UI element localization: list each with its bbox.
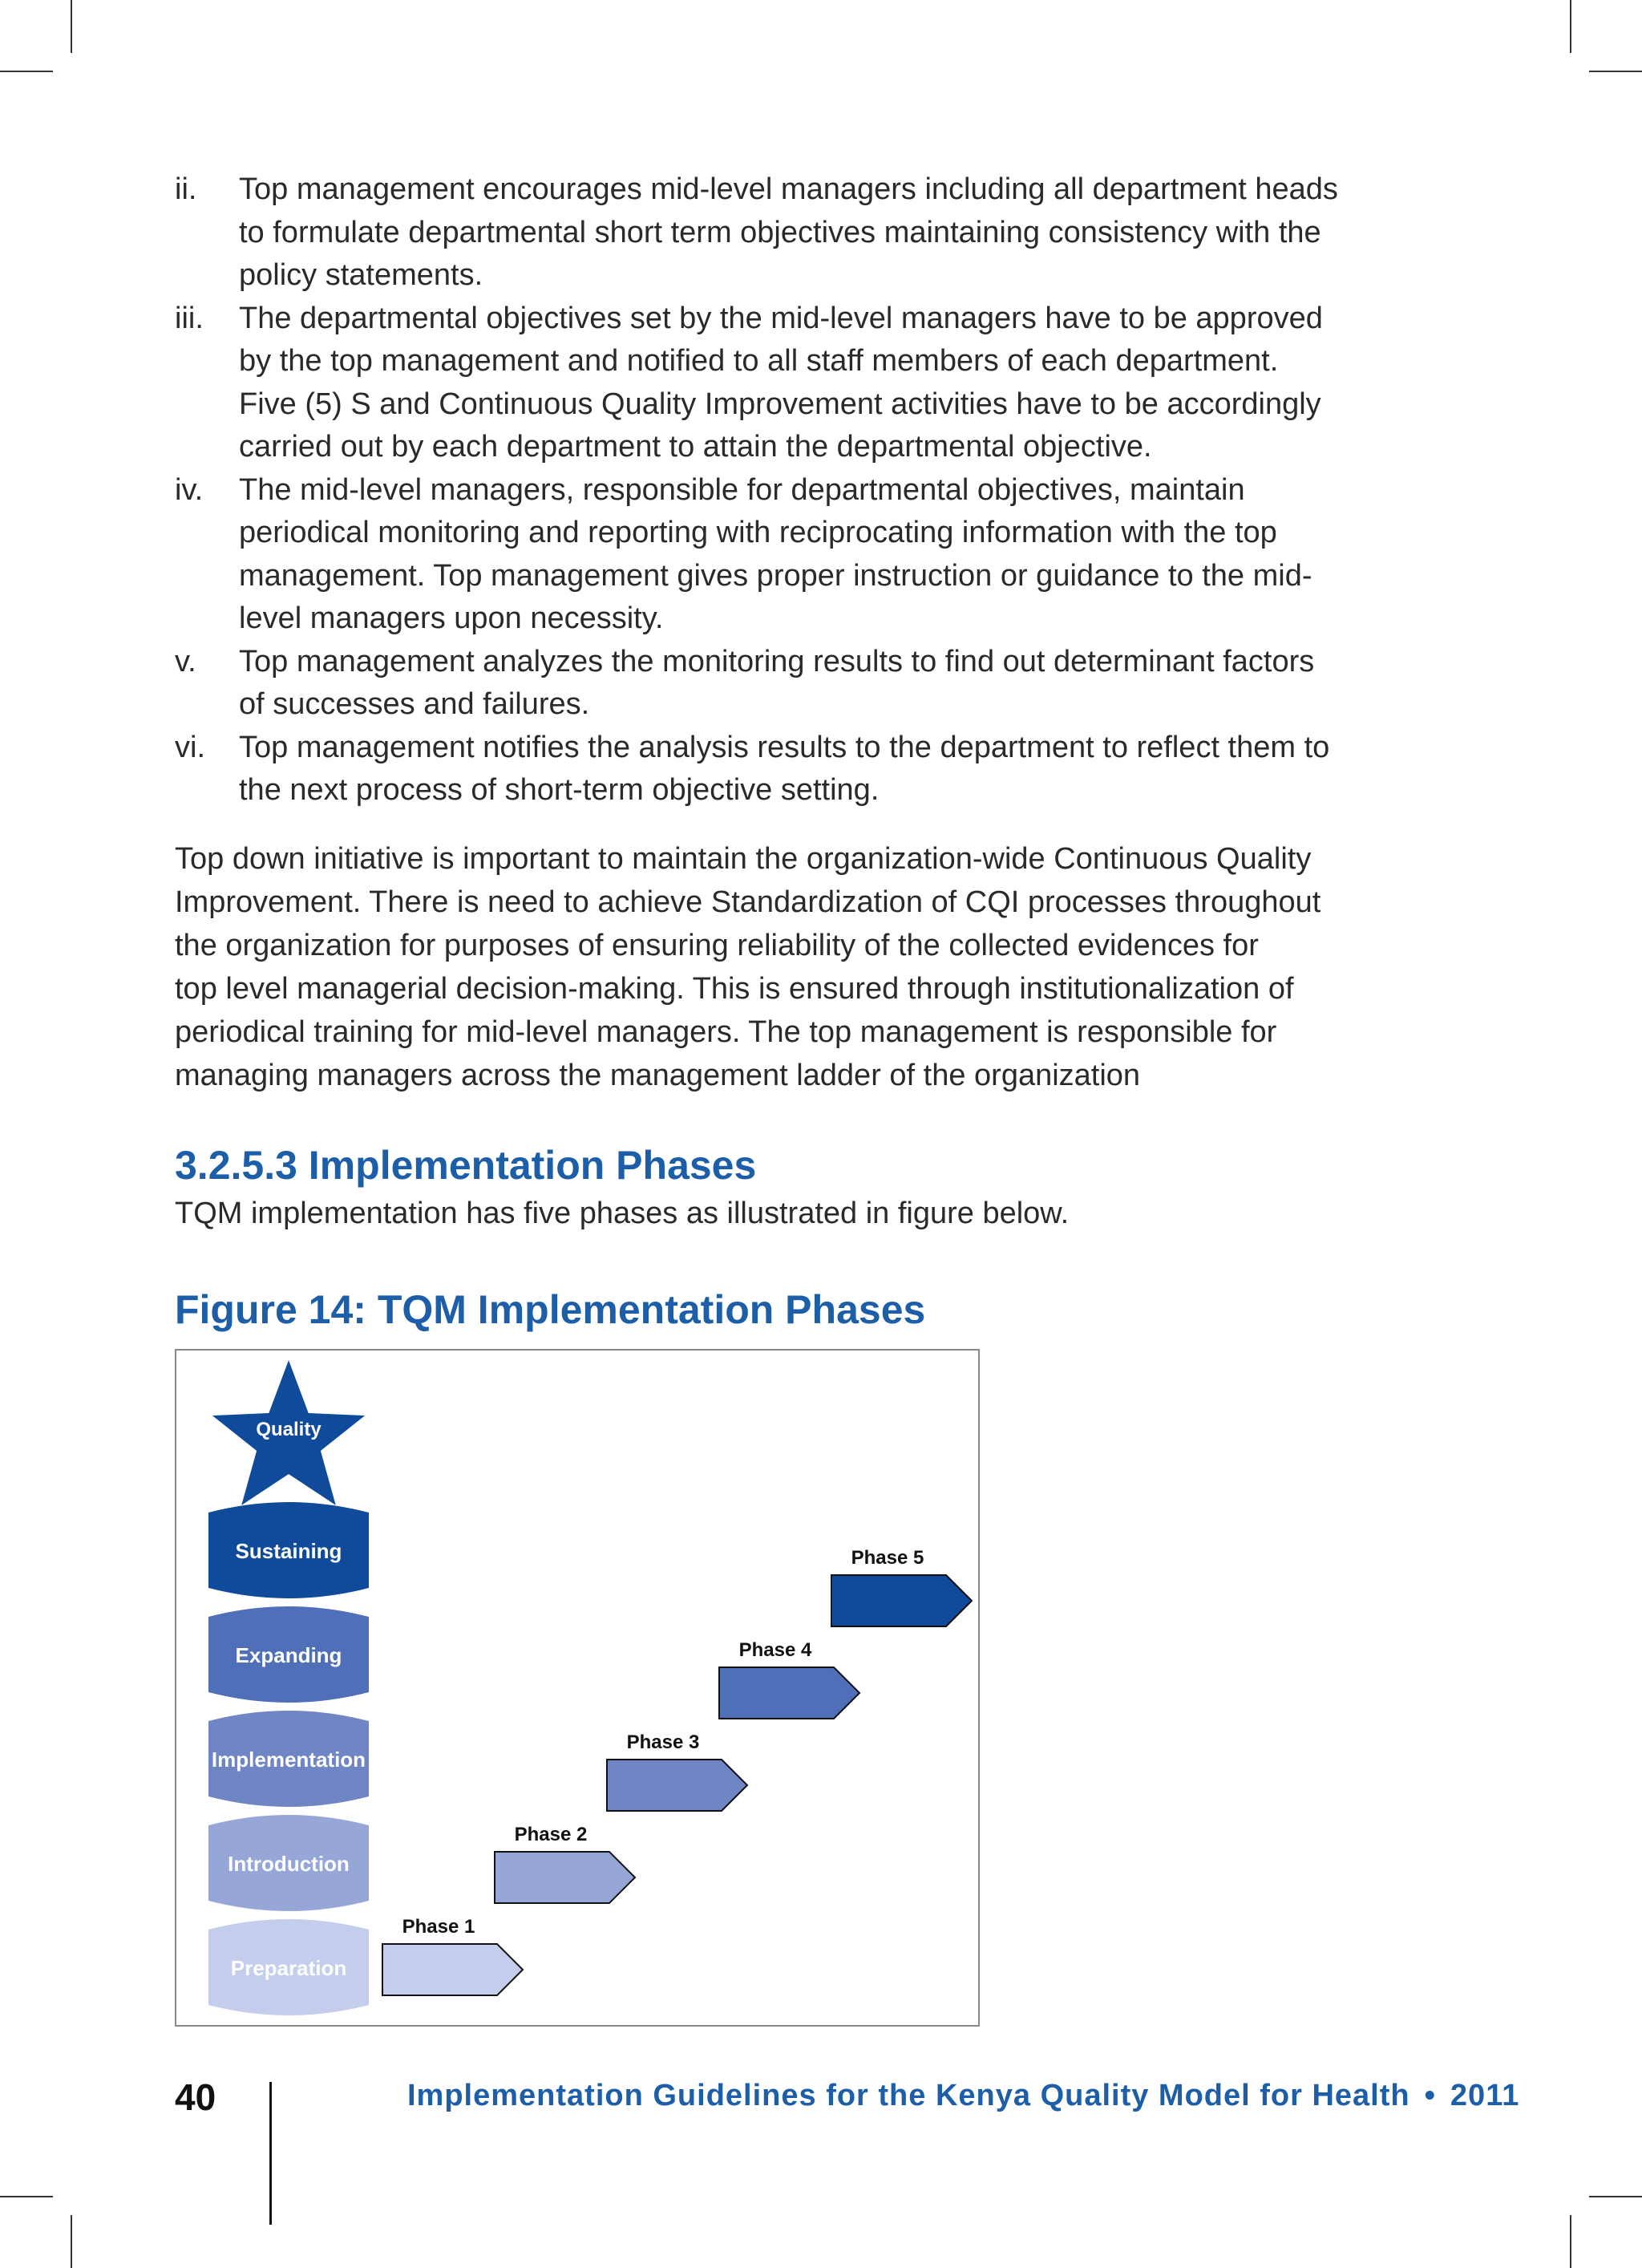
list-number: vi.	[175, 730, 205, 764]
list-line: Five (5) S and Continuous Quality Improvement activities have to be accordingly	[239, 387, 1321, 421]
stack-label: Sustaining	[235, 1539, 342, 1563]
paragraph-line: the organization for purposes of ensuring reliability of the collected evidences for	[175, 929, 1259, 962]
crop-mark	[71, 0, 72, 53]
star-label: Quality	[256, 1419, 322, 1440]
stack-label: Introduction	[228, 1852, 350, 1876]
paragraph-line: Top down initiative is important to maintain the organization-wide Continuous Quality	[175, 842, 1312, 876]
list-number: v.	[175, 644, 196, 678]
section-heading: 3.2.5.3 Implementation Phases	[175, 1143, 757, 1188]
footer-text: Implementation Guidelines for the Kenya Quality Model for Health	[407, 2079, 1410, 2112]
phase-arrow	[382, 1944, 523, 1995]
crop-mark	[1570, 2215, 1571, 2268]
list-line: the next process of short-term objective setting.	[239, 773, 880, 807]
list-line: of successes and failures.	[239, 687, 590, 721]
list-number: ii.	[175, 172, 197, 206]
footer-title	[407, 2079, 1519, 2113]
phase-arrow	[607, 1760, 747, 1811]
list-item	[175, 168, 1426, 298]
footer-divider	[269, 2082, 272, 2225]
paragraph-line: Improvement. There is need to achieve Standardization of CQI processes throughout	[175, 885, 1321, 919]
phase-arrow	[719, 1667, 859, 1719]
phase-arrow	[831, 1575, 972, 1626]
crop-mark	[1589, 2196, 1642, 2197]
stack-label: Expanding	[235, 1643, 342, 1667]
list-line: level managers upon necessity.	[239, 601, 664, 635]
stack-label: Implementation	[211, 1748, 366, 1772]
crop-mark	[1589, 71, 1642, 72]
list-line: management. Top management gives proper instruction or guidance to the mid-	[239, 558, 1312, 593]
crop-mark	[0, 71, 53, 72]
section-intro: TQM implementation has five phases as illustrated in figure below.	[175, 1197, 1070, 1230]
list-line: policy statements.	[239, 258, 483, 292]
list-line: Top management notifies the analysis results to the department to reflect them to	[239, 730, 1330, 764]
phase-label: Phase 1	[402, 1916, 475, 1938]
phase-label: Phase 3	[626, 1731, 700, 1753]
list-item	[175, 469, 1426, 641]
phase-label: Phase 2	[514, 1824, 588, 1845]
list-number: iv.	[175, 472, 204, 507]
paragraph-line: managing managers across the management ladder of the organization	[175, 1059, 1141, 1092]
list-line: periodical monitoring and reporting with reciprocating information with the top	[239, 516, 1277, 549]
list-line: by the top management and notified to all staff members of each department.	[239, 344, 1279, 378]
footer-separator: •	[1424, 2079, 1436, 2112]
crop-mark	[1570, 0, 1571, 53]
list-line: Top management encourages mid-level managers including all department heads	[239, 172, 1338, 206]
numbered-list	[175, 168, 1426, 812]
list-item	[175, 727, 1426, 812]
body-paragraph	[175, 837, 1426, 1097]
list-line: to formulate departmental short term objectives maintaining consistency with the	[239, 215, 1321, 249]
phases-diagram	[176, 1351, 981, 2028]
paragraph-line: periodical training for mid-level managers. The top management is responsible for	[175, 1015, 1277, 1049]
stack-label: Preparation	[230, 1956, 347, 1980]
list-line: The mid-level managers, responsible for departmental objectives, maintain	[239, 472, 1245, 507]
list-line: carried out by each department to attain the departmental objective.	[239, 430, 1152, 464]
list-number: iii.	[175, 301, 204, 335]
list-line: The departmental objectives set by the mid-level managers have to be approved	[239, 301, 1323, 335]
crop-mark	[0, 2196, 53, 2197]
phase-label: Phase 5	[851, 1547, 924, 1569]
phase-label: Phase 4	[738, 1639, 812, 1661]
figure-diagram	[175, 1349, 980, 2027]
paragraph-line: top level managerial decision-making. This is ensured through institutionalization of	[175, 972, 1294, 1006]
crop-mark	[71, 2215, 72, 2268]
page-number: 40	[175, 2076, 216, 2118]
list-item	[175, 641, 1426, 727]
phase-arrow	[495, 1852, 635, 1903]
figure-title: Figure 14: TQM Implementation Phases	[175, 1287, 926, 1332]
list-item	[175, 298, 1426, 469]
footer-year: 2011	[1450, 2079, 1520, 2112]
list-line: Top management analyzes the monitoring results to find out determinant factors	[239, 644, 1315, 678]
